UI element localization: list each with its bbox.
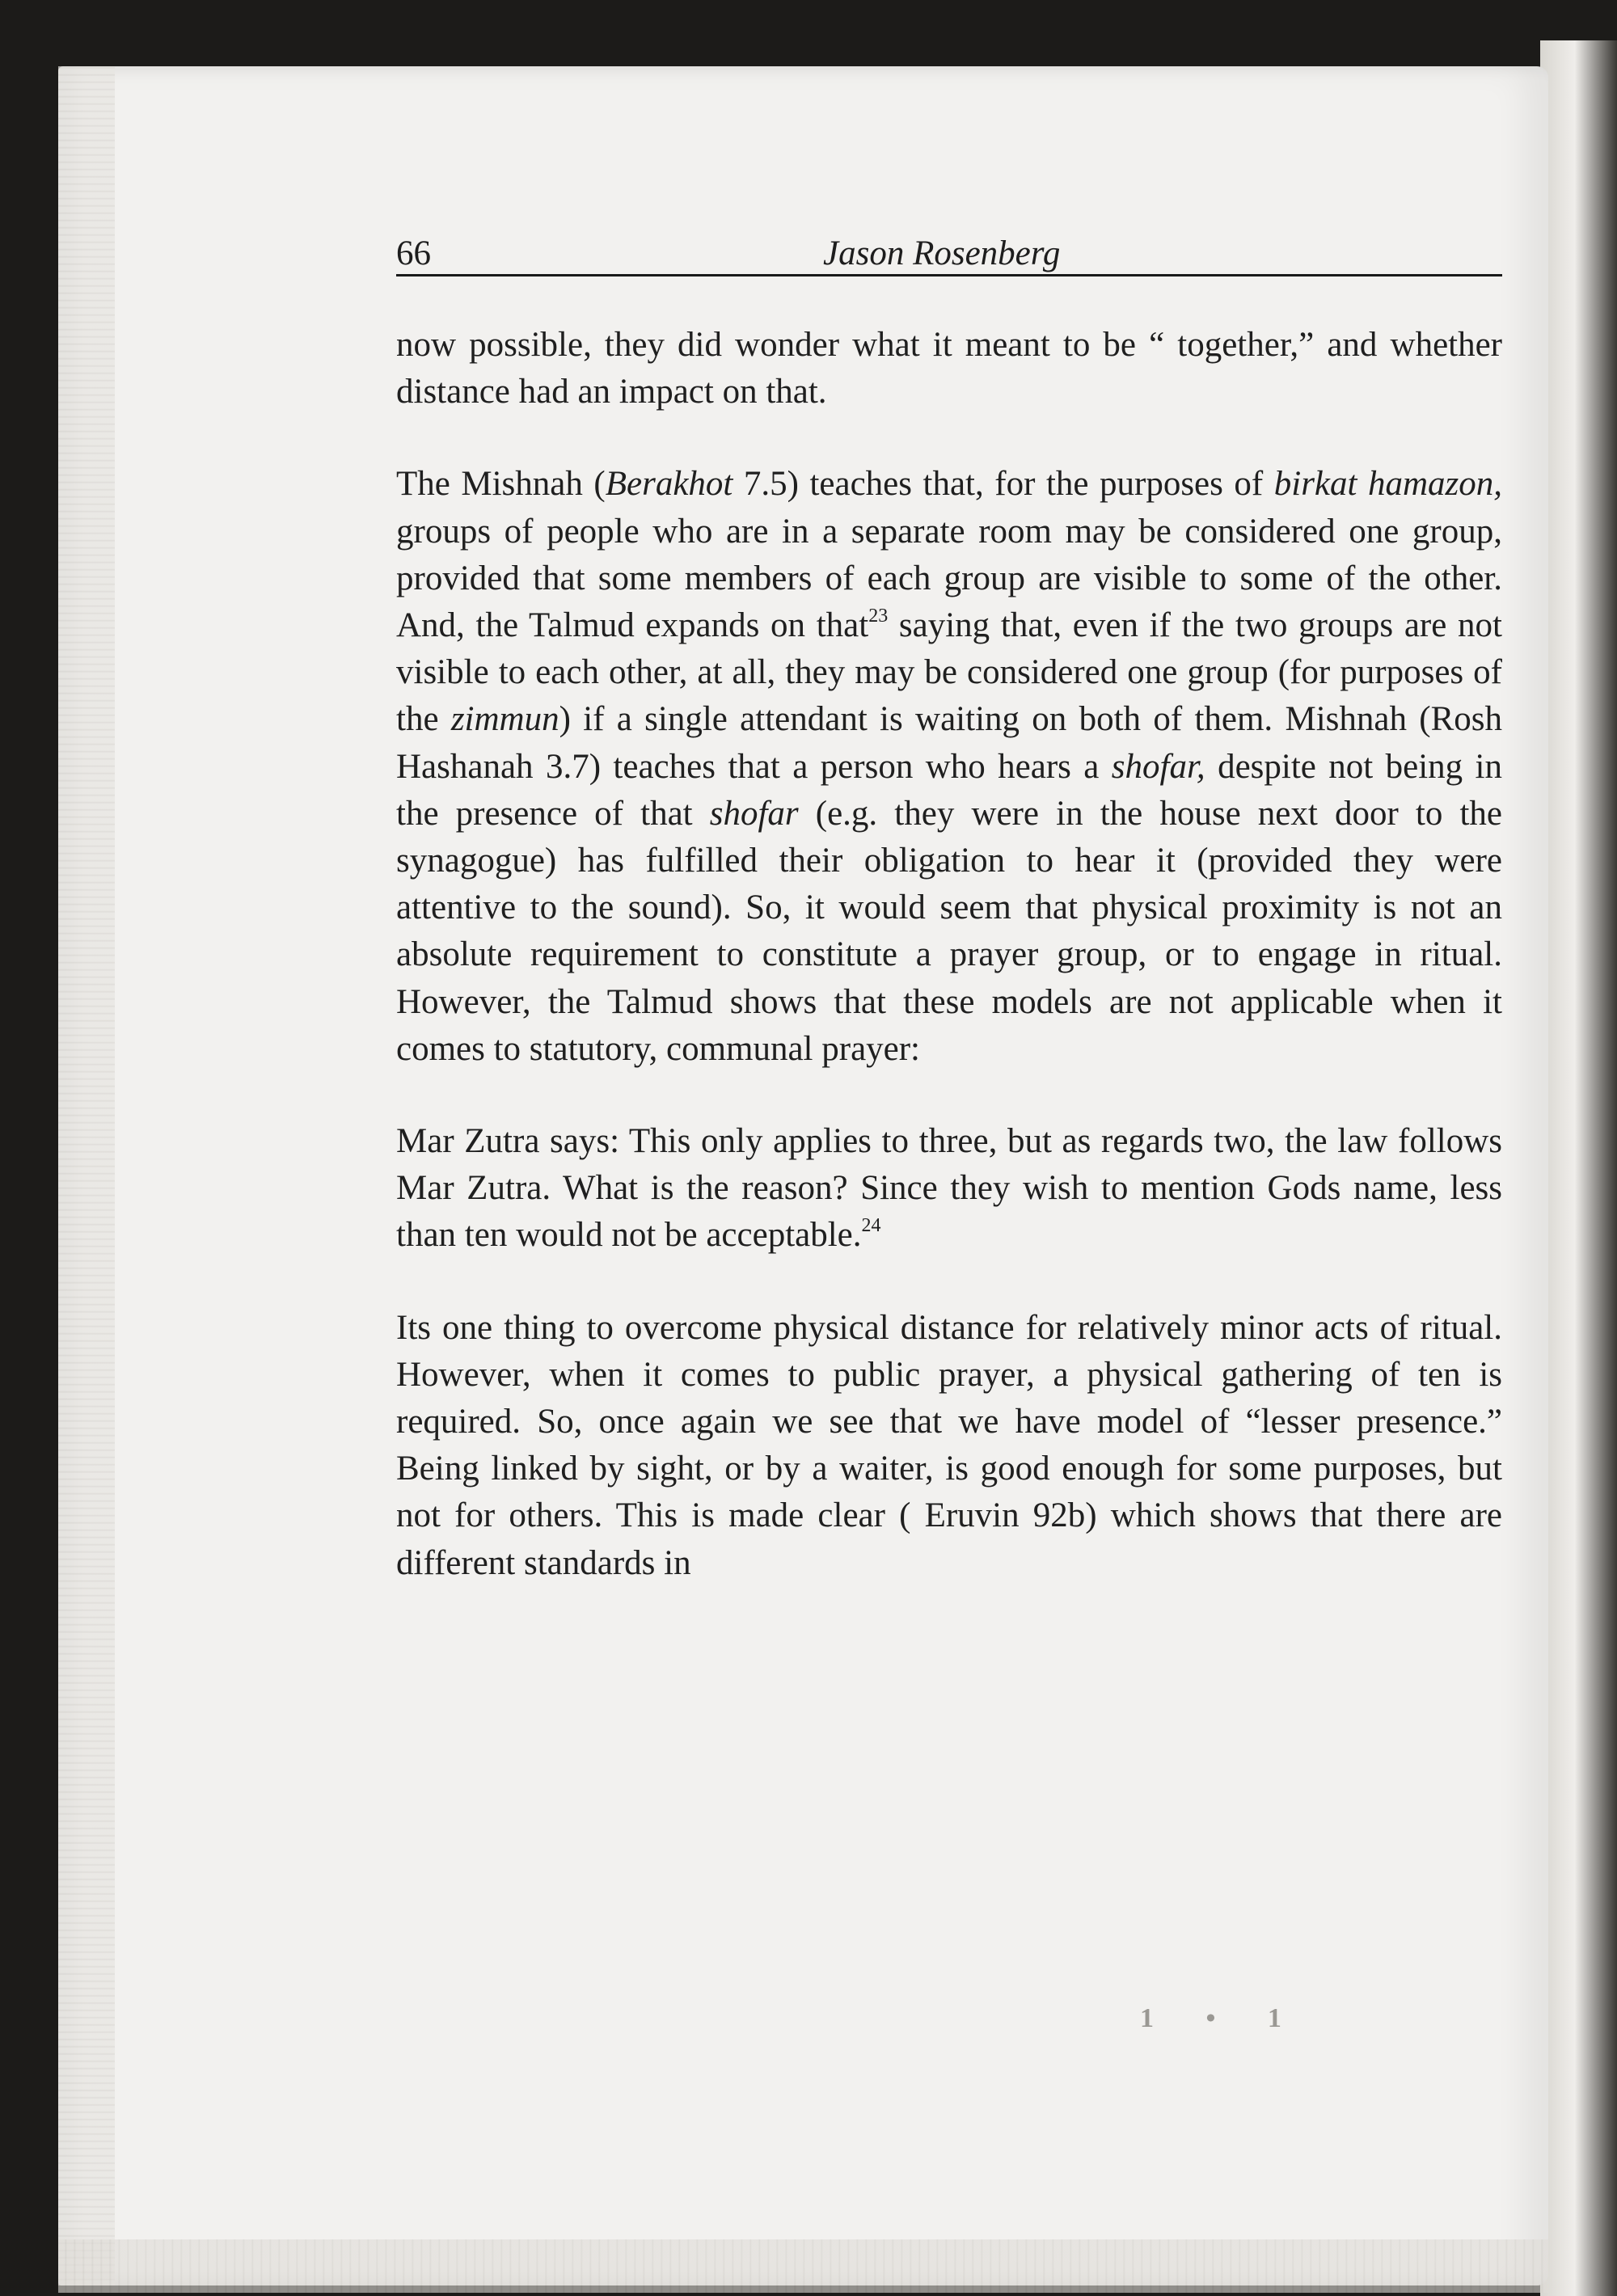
paragraph-2-text: groups of people who are in a separate room may be considered one group, provided that some members of each group are visible to some of the other. And, the Talmud expands on that xyxy=(396,512,1502,645)
italic-term-shofar: shofar, xyxy=(1111,747,1205,786)
paragraph-4-text: Its one thing to overcome physical distance for relatively minor acts of ritual. However, when it comes to public prayer, a physical gathering of ten is required. So, once again we see that we have model of “lesser presence.” Being linked by sight, or by a waiter, is good enough for some purposes, but not for others. This is made clear ( Eruvin 92b) which shows that there are different standards in xyxy=(396,1308,1502,1582)
paragraph-3-quote xyxy=(396,1118,1502,1260)
page-bottom-edge xyxy=(58,2239,1548,2293)
page-bottom-mark: 1 • 1 xyxy=(1140,2003,1304,2033)
book-right-edge xyxy=(1540,40,1617,2296)
paragraph-2-text: The Mishnah ( xyxy=(396,465,606,504)
italic-term-zimmun: zimmun xyxy=(450,700,559,739)
paragraph-3-text: Mar Zutra says: This only applies to three, but as regards two, the law follows Mar Zutra. What is the reason? Since they wish to mention Gods name, less than ten would not be acceptable. xyxy=(396,1122,1502,1255)
italic-term-shofar: shofar xyxy=(709,794,799,833)
page-stack-edge xyxy=(58,66,115,2285)
page-number: 66 xyxy=(396,234,431,272)
footnote-ref-24[interactable]: 24 xyxy=(861,1215,881,1237)
paragraph-2 xyxy=(396,461,1502,1073)
paragraph-2-text: 7.5) teaches that, for the purposes of xyxy=(733,465,1274,504)
paragraph-1 xyxy=(396,322,1502,416)
italic-term-berakhot: Berakhot xyxy=(605,465,733,504)
paragraph-4 xyxy=(396,1305,1502,1587)
running-head-author: Jason Rosenberg xyxy=(823,234,1061,272)
paragraph-2-text: (e.g. they were in the house next door to the synagogue) has fulfilled their obligation to hear it (provided they were attentive to the sound). So, it would seem that physical proximity is not an absolute requirement to constitute a prayer group, or to engage in ritual. However, the Talmud shows that these models are not applicable when it comes to statutory, communal prayer: xyxy=(396,794,1503,1068)
paragraph-2-text: ) if a single attendant is waiting on both of them. Mishnah (Rosh Hashanah 3.7) teaches that a person who hears a xyxy=(396,700,1502,786)
body-text xyxy=(396,322,1502,1587)
page-header xyxy=(396,229,1502,276)
paragraph-2-text: despite not being in the presence of that xyxy=(396,747,1502,833)
footnote-ref-23[interactable]: 23 xyxy=(868,606,889,627)
paragraph-1-text: now possible, they did wonder what it meant to be “ together,” and whether distance had an impact on that. xyxy=(396,326,1502,412)
paragraph-2-text: saying that, even if the two groups are not visible to each other, at all, they may be considered one group (for purposes of the xyxy=(396,606,1502,739)
italic-term-birkat-hamazon: birkat hamazon, xyxy=(1273,465,1503,504)
